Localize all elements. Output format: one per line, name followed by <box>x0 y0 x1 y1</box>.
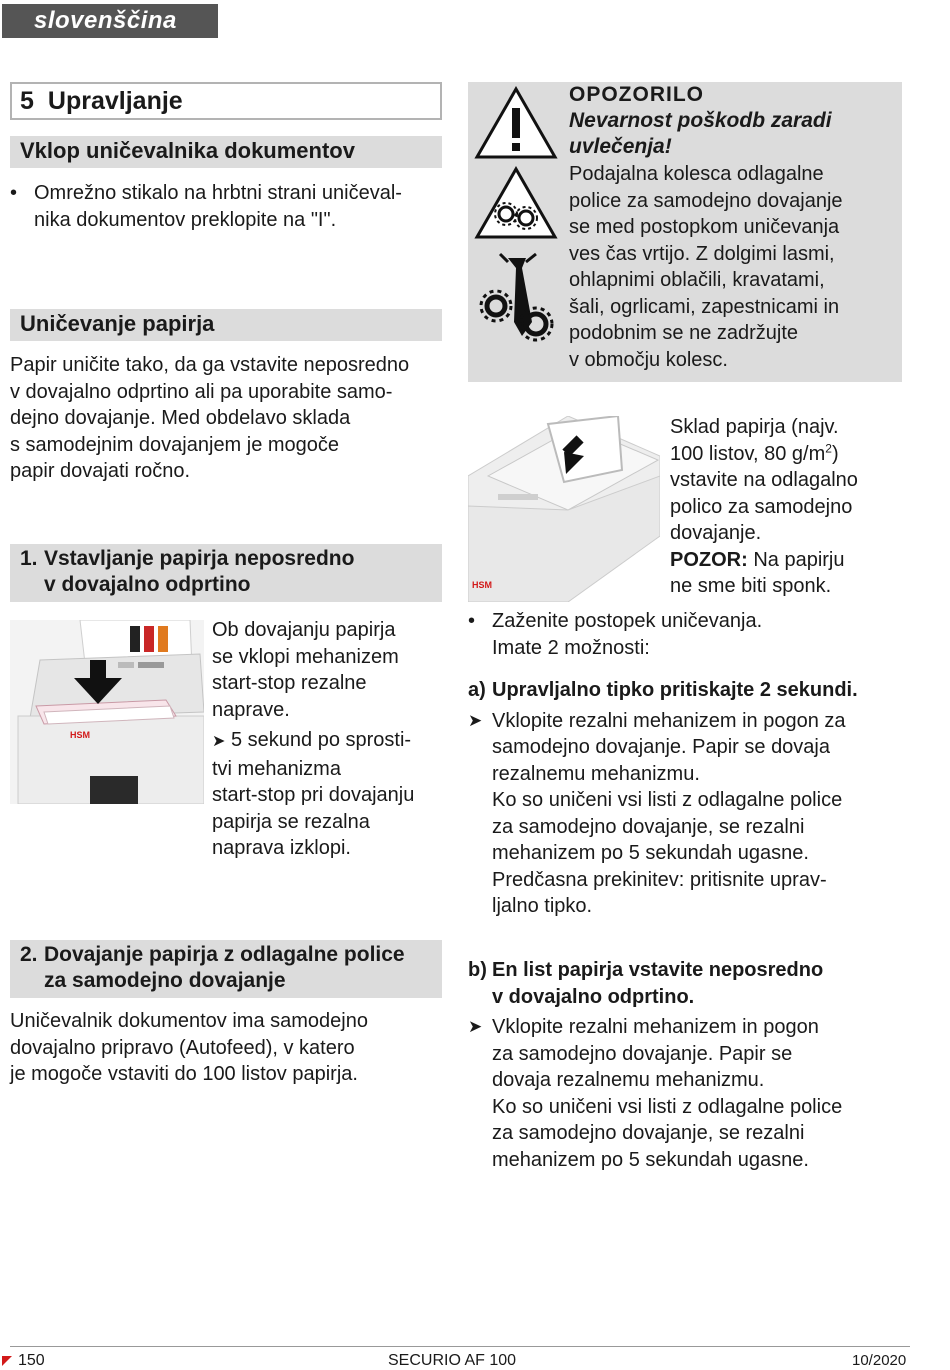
step1-line: Ob dovajanju papirja <box>212 619 396 641</box>
step2-title-line1: Dovajanje papirja z odlagalne police <box>44 943 405 966</box>
stack-line: vstavite na odlagalno <box>670 469 858 491</box>
option-b <box>468 957 908 1173</box>
warning-content <box>569 82 899 373</box>
arrow-right-icon: ➤ <box>468 710 483 730</box>
shredding-paragraph <box>10 352 450 485</box>
page-marker-icon <box>2 1356 12 1366</box>
warning-line: v območju kolesc. <box>569 348 728 371</box>
option-a-result-line: rezalnemu mehanizmu. <box>492 762 700 785</box>
arrow-right-icon: ➤ <box>212 733 226 750</box>
option-a-line: za samodejno dovajanje, se rezalni <box>492 815 805 838</box>
shredder-autofeed-image <box>468 416 660 602</box>
option-b-title-line1: En list papirja vstavite neposredno <box>492 959 824 981</box>
option-a-line: Predčasna prekinitev: pritisnite uprav- <box>492 868 827 891</box>
section-heading-shredding: Uničevanje papirja <box>10 309 442 341</box>
step1-result-line: naprava izklopi. <box>212 837 351 859</box>
step2-heading <box>10 940 442 998</box>
warning-line: se med postopkom uničevanja <box>569 216 840 238</box>
switch-on-bullet <box>10 180 450 233</box>
step1-title-line2: v dovajalno odprtino <box>44 573 251 596</box>
option-b-result-line: Vklopite rezalni mehanizem in pogon <box>492 1016 819 1038</box>
footer-page <box>2 1352 45 1370</box>
paragraph-line: papir dovajati ročno. <box>10 460 191 482</box>
stack-capacity-text: 100 listov, 80 g/m <box>670 442 826 465</box>
warning-line: police za samodejno dovajanje <box>569 189 843 212</box>
tie-entanglement-icon <box>478 250 558 348</box>
stack-line: Sklad papirja (najv. <box>670 416 839 438</box>
step1-result-line: tvi mehanizma <box>212 757 341 780</box>
warning-subtitle-line1: Nevarnost poškodb zaradi <box>569 109 832 132</box>
start-shredding-bullet <box>468 608 908 661</box>
step2-paragraph <box>10 1008 450 1088</box>
stack-line: ne sme biti sponk. <box>670 575 832 597</box>
option-b-line: Ko so uničeni vsi listi z odlagalne police <box>492 1095 843 1118</box>
chapter-heading <box>10 82 442 120</box>
warning-line: Podajalna kolesca odlagalne <box>569 163 824 185</box>
step2-title-line2: za samodejno dovajanje <box>44 969 286 992</box>
step1-result-line: 5 sekund po sprosti- <box>230 729 412 751</box>
gears-hazard-icon <box>474 166 558 240</box>
shredder-brand-label: HSM <box>472 580 492 590</box>
arrow-right-icon: ➤ <box>468 1017 483 1036</box>
option-a-label: a) <box>468 679 486 701</box>
paragraph-line: v dovajalno odprtino ali pa uporabite samo- <box>10 380 393 403</box>
footer-divider <box>10 1346 910 1347</box>
language-tab: slovenščina <box>2 4 218 38</box>
step1-title-line1: Vstavljanje papirja neposredno <box>44 547 355 570</box>
stack-line: polico za samodejno <box>670 495 853 518</box>
stack-line-capacity <box>670 441 910 468</box>
stack-capacity-close: ) <box>831 442 839 465</box>
warning-line: podobnim se ne zadržujte <box>569 322 799 344</box>
stack-caution <box>670 547 910 574</box>
bullet-marker: • <box>10 182 18 204</box>
option-a-title: Upravljalno tipko pritiskajte 2 sekundi. <box>492 679 858 701</box>
option-b-title-line2: v dovajalno odprtino. <box>492 985 695 1008</box>
option-a-line: Ko so uničeni vsi listi z odlagalne police <box>492 789 843 811</box>
bullet-text-line1: Omrežno stikalo na hrbtni strani uničeval- <box>34 182 402 204</box>
warning-triangle-icon <box>474 86 558 160</box>
step1-heading <box>10 544 442 602</box>
bullet-marker: • <box>468 610 476 632</box>
paragraph-line: dovajalno pripravo (Autofeed), v katero <box>10 1036 355 1059</box>
stack-text <box>670 414 910 600</box>
option-b-result-line: dovaja rezalnemu mehanizmu. <box>492 1069 765 1091</box>
stack-line: dovajanje. <box>670 522 762 544</box>
stack-capacity-sup: 2 <box>825 440 832 455</box>
chapter-number: 5 <box>20 87 34 115</box>
start-line2: Imate 2 možnosti: <box>492 636 650 659</box>
option-a-result-line: Vklopite rezalni mehanizem in pogon za <box>492 709 846 732</box>
warning-line: šali, ogrlicami, zapestnicami in <box>569 295 840 318</box>
step1-number: 1. <box>20 547 38 570</box>
footer-product: SECURIO AF 100 <box>388 1352 517 1369</box>
warning-line: ves čas vrtijo. Z dolgimi lasmi, <box>569 242 835 265</box>
step1-result-line: start-stop pri dovajanju <box>212 784 415 806</box>
shredder-manual-feed-image <box>10 620 204 804</box>
shredder-brand-label: HSM <box>70 730 90 740</box>
option-b-result-line: za samodejno dovajanje. Papir se <box>492 1042 793 1065</box>
warning-line: ohlapnimi oblačili, kravatami, <box>569 269 825 291</box>
page-number: 150 <box>18 1352 45 1369</box>
step2-number: 2. <box>20 943 38 966</box>
paragraph-line: Uničevalnik dokumentov ima samodejno <box>10 1010 368 1032</box>
bullet-text-line2: nika dokumentov preklopite na "I". <box>34 208 337 231</box>
chapter-title: Upravljanje <box>47 87 183 115</box>
section-heading-switch-on: Vklop uničevalnika dokumentov <box>10 136 442 168</box>
warning-title: OPOZORILO <box>569 83 704 106</box>
start-line1: Zaženite postopek uničevanja. <box>492 610 763 632</box>
step1-line: naprave. <box>212 698 290 721</box>
footer-date: 10/2020 <box>852 1352 907 1369</box>
option-a <box>468 677 908 920</box>
caution-label: POZOR: <box>670 548 748 571</box>
option-b-line: za samodejno dovajanje, se rezalni <box>492 1122 805 1144</box>
caution-text: Na papirju <box>747 548 845 571</box>
paragraph-line: je mogoče vstaviti do 100 listov papirja. <box>10 1063 358 1085</box>
step1-line: se vklopi mehanizem <box>212 645 399 668</box>
step1-result <box>212 727 448 862</box>
paragraph-line: s samodejnim dovajanjem je mogoče <box>10 433 340 456</box>
step1-line: start-stop rezalne <box>212 672 367 694</box>
step1-text <box>212 617 448 862</box>
option-b-label: b) <box>468 959 487 981</box>
option-b-line: mehanizem po 5 sekundah ugasne. <box>492 1148 809 1171</box>
paragraph-line: dejno dovajanje. Med obdelavo sklada <box>10 407 351 429</box>
step1-result-line: papirja se rezalna <box>212 810 370 833</box>
warning-subtitle-line2: uvlečenja! <box>569 135 672 158</box>
option-a-line: ljalno tipko. <box>492 895 593 917</box>
option-a-line: mehanizem po 5 sekundah ugasne. <box>492 842 809 864</box>
option-a-result-line: samodejno dovajanje. Papir se dovaja <box>492 736 830 758</box>
paragraph-line: Papir uničite tako, da ga vstavite neposredno <box>10 354 410 376</box>
